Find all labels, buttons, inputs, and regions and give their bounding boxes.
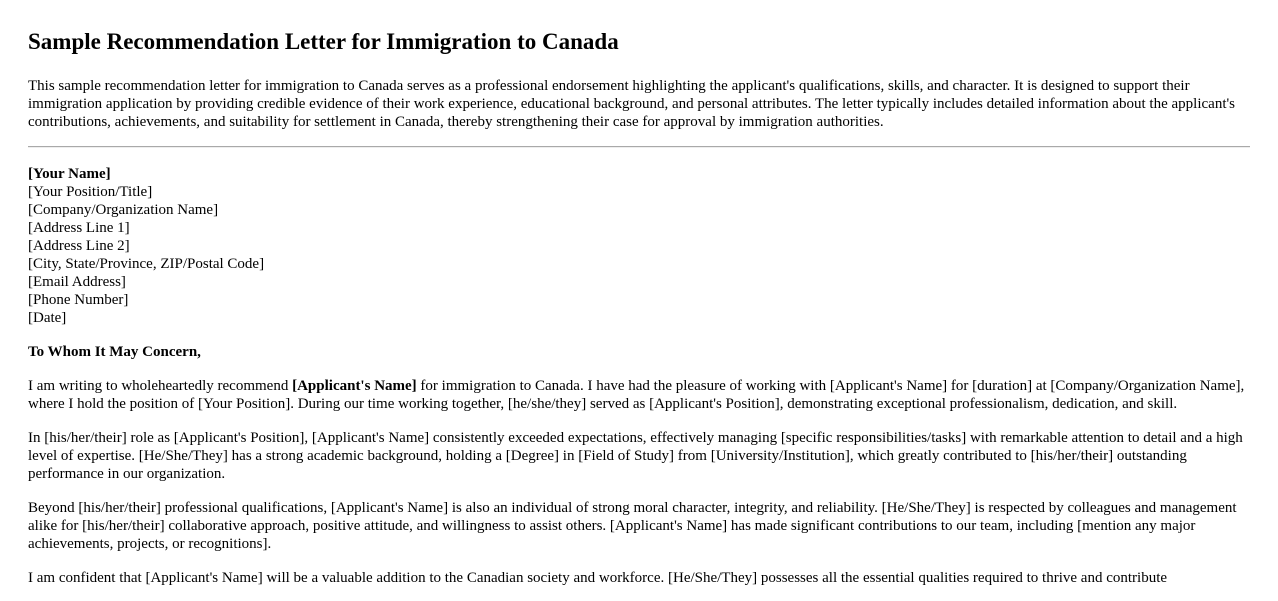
sender-city: [City, State/Province, ZIP/Postal Code] (28, 256, 265, 272)
sender-company: [Company/Organization Name] (28, 202, 219, 218)
sender-block (28, 165, 1250, 327)
letter-date: [Date] (28, 310, 67, 326)
salutation: To Whom It May Concern, (28, 344, 201, 360)
sender-name: [Your Name] (28, 166, 111, 182)
paragraph-1-intro: I am writing to wholeheartedly recommend (28, 378, 293, 394)
paragraph-1-rest: for immigration to Canada. I have had the pleasure of working with [Applicant's Name] for [duration] at [Company/Organization Name], where I hold the position of [Your Position]. During our time working together, [he/she/they] served as [Applicant's Position], demonstrating exceptional professionalism, dedication, and skill. (28, 378, 1245, 412)
sender-address-line-1: [Address Line 1] (28, 220, 130, 236)
sender-address-line-2: [Address Line 2] (28, 238, 130, 254)
letter-paragraph-4: I am confident that [Applicant's Name] will be a valuable addition to the Canadian society and workforce. [He/She/They] possesses all the essential qualities required to thrive and contribute (28, 570, 1168, 586)
applicant-name: [Applicant's Name] (292, 378, 417, 394)
intro-paragraph: This sample recommendation letter for immigration to Canada serves as a professional endorsement highlighting the applicant's qualifications, skills, and character. It is designed to support their immigration application by providing credible evidence of their work experience, educational background, and personal attributes. The letter typically includes detailed information about the applicant's contributions, achievements, and suitability for settlement in Canada, thereby strengthening their case for approval by immigration authorities. (28, 78, 1236, 130)
sender-phone: [Phone Number] (28, 292, 129, 308)
page-title: Sample Recommendation Letter for Immigration to Canada (28, 29, 619, 54)
letter-paragraph-1 (28, 377, 1250, 413)
sender-email: [Email Address] (28, 274, 126, 290)
sender-position: [Your Position/Title] (28, 184, 153, 200)
letter-paragraph-2: In [his/her/their] role as [Applicant's Position], [Applicant's Name] consistently exceeded expectations, effectively managing [specific responsibilities/tasks] with remarkable attention to detail and a high level of expertise. [He/She/They] has a strong academic background, holding a [Degree] in [Field of Study] from [University/Institution], which greatly contributed to [his/her/their] outstanding performance in our organization. (28, 430, 1243, 482)
divider (28, 146, 1250, 148)
letter-paragraph-3: Beyond [his/her/their] professional qualifications, [Applicant's Name] is also an individual of strong moral character, integrity, and reliability. [He/She/They] is respected by colleagues and management alike for [his/her/their] collaborative approach, positive attitude, and willingness to assist others. [Applicant's Name] has made significant contributions to our team, including [mention any major achievements, projects, or recognitions]. (28, 500, 1237, 552)
